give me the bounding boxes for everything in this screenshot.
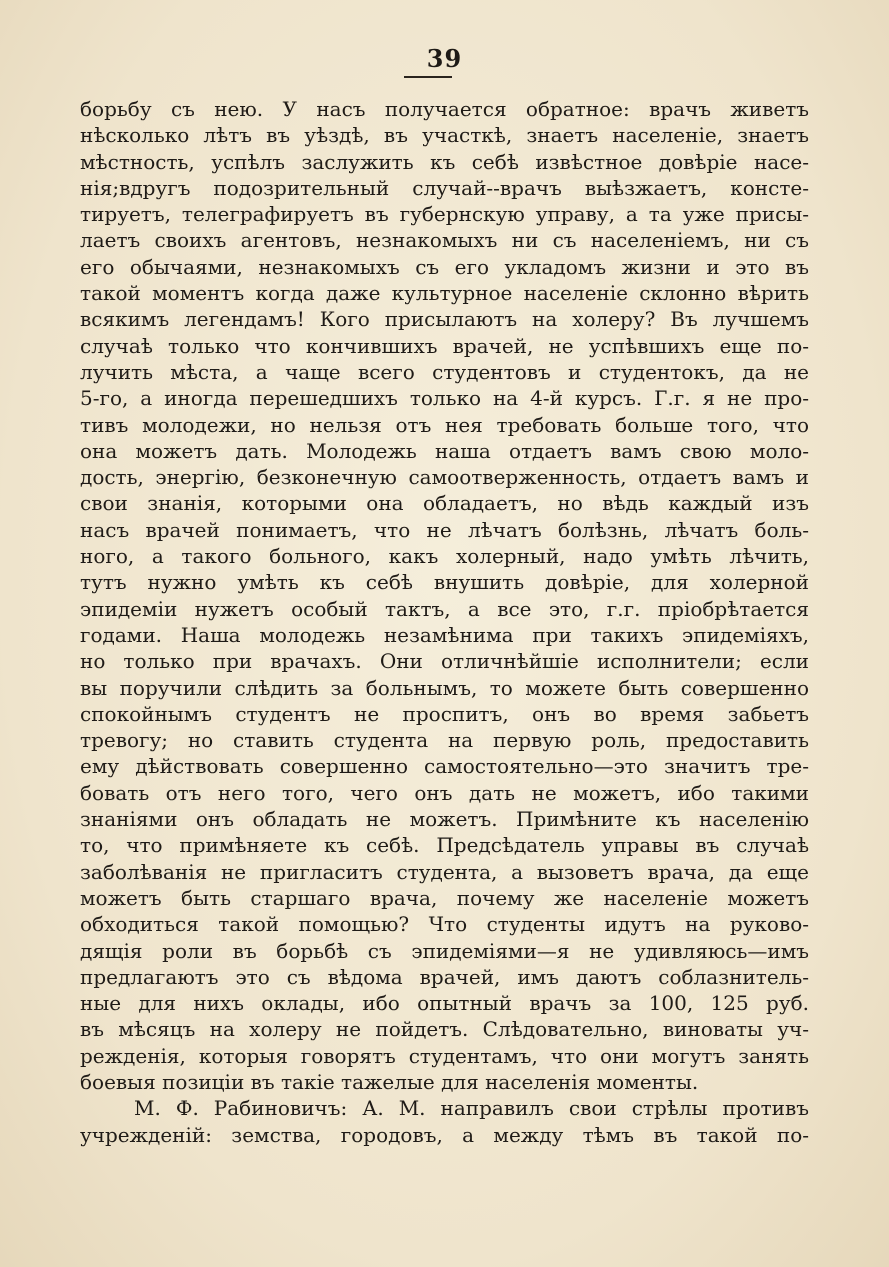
text-line: тируетъ, телеграфируетъ въ губернскую управу, а та уже присы-	[80, 202, 809, 227]
text-line: учрежденiй: земства, городовъ, а между тѣмъ въ такой по-	[80, 1122, 809, 1147]
page-number-underline	[404, 76, 452, 78]
text-line: такой моментъ когда даже культурное населенiе склонно вѣрить	[80, 281, 809, 306]
text-line: свои знанiя, которыми она обладаетъ, но вѣдь каждый изъ	[80, 491, 809, 516]
text-line: бовать отъ него того, чего онъ дать не можетъ, ибо такими	[80, 780, 809, 805]
text-line: заболѣванiя не пригласитъ студента, а вызоветъ врача, да еще	[80, 859, 809, 884]
text-line: ему дѣйствовать совершенно самостоятельно—это значитъ тре-	[80, 754, 809, 779]
text-line: режденiя, которыя говорятъ студентамъ, что они могутъ занять	[80, 1043, 809, 1068]
text-line: всякимъ легендамъ! Кого присылаютъ на холеру? Въ лучшемъ	[80, 307, 809, 332]
text-line: случаѣ только что кончившихъ врачей, не успѣвшихъ еще по-	[80, 333, 809, 358]
text-line: то, что примѣняете къ себѣ. Предсѣдатель управы въ случаѣ	[80, 833, 809, 858]
page-number: 39	[426, 44, 463, 73]
text-line: лаетъ своихъ агентовъ, незнакомыхъ ни съ населенiемъ, ни съ	[80, 228, 809, 253]
text-line: ные для нихъ оклады, ибо опытный врачъ за 100, 125 руб.	[80, 991, 809, 1016]
text-line: тревогу; но ставить студента на первую роль, предоставить	[80, 728, 809, 753]
text-line: нѣсколько лѣтъ въ уѣздѣ, въ участкѣ, знаетъ населенiе, знаетъ	[80, 123, 809, 148]
text-line: предлагаютъ это съ вѣдома врачей, имъ даютъ соблазнитель-	[80, 964, 809, 989]
text-line: дящiя роли въ борьбѣ съ эпидемiями—я не удивляюсь—имъ	[80, 938, 809, 963]
text-line: эпидемiи нужетъ особый тактъ, а все это, г.г. прiобрѣтается	[80, 596, 809, 621]
page-text	[80, 96, 809, 1148]
text-line: нiя;вдругъ подозрительный случай--врачъ выѣзжаетъ, консте-	[80, 175, 809, 200]
text-line: но только при врачахъ. Они отличнѣйшiе исполнители; если	[80, 649, 809, 674]
text-line: вы поручили слѣдить за больнымъ, то можете быть совершенно	[80, 675, 809, 700]
text-line: насъ врачей понимаетъ, что не лѣчатъ болѣзнь, лѣчатъ боль-	[80, 517, 809, 542]
text-line: лучить мѣста, а чаще всего студентовъ и студентокъ, да не	[80, 359, 809, 384]
text-line: 5-го, а иногда перешедшихъ только на 4-й курсъ. Г.г. я не про-	[80, 386, 809, 411]
text-line: мѣстность, успѣлъ заслужить къ себѣ извѣстное довѣрiе насе-	[80, 149, 809, 174]
text-line: обходиться такой помощью? Что студенты идутъ на руково-	[80, 912, 809, 937]
text-line: спокойнымъ студентъ не проспитъ, онъ во время забьетъ	[80, 701, 809, 726]
text-line: годами. Наша молодежь незамѣнима при такихъ эпидемiяхъ,	[80, 622, 809, 647]
text-line: тутъ нужно умѣть къ себѣ внушить довѣрiе, для холерной	[80, 570, 809, 595]
text-line: М. Ф. Рабиновичъ: А. М. направилъ свои стрѣлы противъ	[134, 1096, 809, 1121]
text-line: его обычаями, незнакомыхъ съ его укладомъ жизни и это въ	[80, 254, 809, 279]
text-line: она можетъ дать. Молодежь наша отдаетъ вамъ свою моло-	[80, 438, 809, 463]
text-line: борьбу съ нею. У насъ получается обратное: врачъ живетъ	[80, 97, 809, 121]
text-line: знанiями онъ обладать не можетъ. Примѣните къ населенiю	[80, 807, 809, 832]
text-line: дость, энергiю, безконечную самоотверженность, отдаетъ вамъ и	[80, 465, 809, 490]
text-line: въ мѣсяцъ на холеру не пойдетъ. Слѣдовательно, виноваты уч-	[80, 1017, 809, 1042]
text-line: тивъ молодежи, но нельзя отъ нея требовать больше того, что	[80, 412, 809, 437]
paragraph-end-line: боевыя позицiи въ такiе тажелые для населенiя моменты.	[80, 1069, 699, 1094]
text-line: ного, а такого больного, какъ холерный, надо умѣть лѣчить,	[80, 544, 809, 569]
text-line: можетъ быть старшаго врача, почему же населенiе можетъ	[80, 885, 809, 910]
